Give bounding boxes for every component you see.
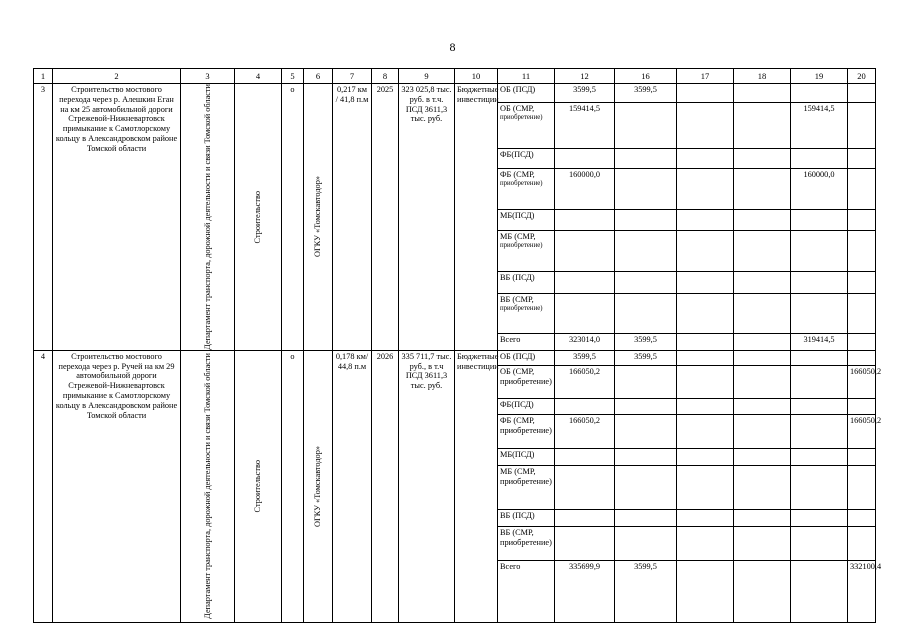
amount-cell xyxy=(734,560,791,622)
amount-cell xyxy=(677,272,734,294)
funding-source-sublabel: приобретение) xyxy=(500,179,543,187)
column-header: 1 xyxy=(34,69,53,84)
amount-cell xyxy=(615,231,677,272)
amount-cell xyxy=(734,84,791,103)
funding-source-sublabel: приобретение) xyxy=(500,113,543,121)
amount-cell xyxy=(555,465,615,509)
work-type: Строительство xyxy=(253,190,263,244)
column-header: 19 xyxy=(791,69,848,84)
funding-source xyxy=(498,231,555,272)
estimated-cost: 335 711,7 тыс. руб., в т.ч ПСД 3611,3 тыс. руб. xyxy=(399,350,455,622)
investment-table xyxy=(33,68,882,623)
customer-name: ОГКУ «Томскавтодор» xyxy=(313,176,323,258)
amount-cell xyxy=(555,526,615,560)
funding-source-label: Всего xyxy=(500,335,521,345)
amount-cell xyxy=(615,365,677,398)
funding-source-label: ОБ (СМР, приобретение) xyxy=(500,366,552,386)
funding-source xyxy=(498,526,555,560)
amount-cell xyxy=(677,293,734,334)
amount-cell xyxy=(677,414,734,448)
funding-source-label: ВБ (ПСД) xyxy=(500,510,535,520)
amount-cell xyxy=(848,231,876,272)
amount-cell xyxy=(677,465,734,509)
amount-cell xyxy=(848,272,876,294)
amount-cell xyxy=(734,350,791,365)
amount-cell xyxy=(677,209,734,231)
amount-cell: 3599,5 xyxy=(615,350,677,365)
column-header: 9 xyxy=(399,69,455,84)
amount-cell: 166050,2 xyxy=(848,365,876,398)
amount-cell xyxy=(734,365,791,398)
amount-cell xyxy=(555,272,615,294)
funding-source-label: ОБ (СМР, xyxy=(500,104,535,114)
row-number: 3 xyxy=(34,84,53,351)
work-type-cell xyxy=(235,350,282,622)
table-row xyxy=(34,350,876,365)
amount-cell xyxy=(848,148,876,168)
funding-source-label: ФБ (СМР, xyxy=(500,170,535,180)
amount-cell xyxy=(791,350,848,365)
column-header: 12 xyxy=(555,69,615,84)
funding-source xyxy=(498,84,555,103)
amount-cell xyxy=(677,365,734,398)
amount-cell xyxy=(848,334,876,350)
col5-mark: о xyxy=(282,84,304,351)
amount-cell xyxy=(615,414,677,448)
amount-cell xyxy=(555,509,615,526)
amount-cell xyxy=(677,103,734,149)
funding-source xyxy=(498,169,555,210)
amount-cell xyxy=(791,272,848,294)
funding-source-label: МБ (СМР, xyxy=(500,232,536,242)
completion-year: 2026 xyxy=(372,350,399,622)
column-header: 8 xyxy=(372,69,399,84)
column-header: 10 xyxy=(455,69,498,84)
amount-cell xyxy=(734,448,791,465)
amount-cell: 3599,5 xyxy=(615,84,677,103)
funding-source-sublabel: приобретение) xyxy=(500,304,543,312)
funding-source-label: ВБ (ПСД) xyxy=(500,273,535,283)
column-header: 5 xyxy=(282,69,304,84)
amount-cell xyxy=(677,448,734,465)
funding-source-label: ОБ (ПСД) xyxy=(500,85,536,94)
department-cell xyxy=(181,350,235,622)
funding-source-label: Всего xyxy=(500,561,521,571)
amount-cell xyxy=(734,103,791,149)
amount-cell xyxy=(677,526,734,560)
amount-cell xyxy=(615,209,677,231)
funding-source xyxy=(498,414,555,448)
funding-source xyxy=(498,148,555,168)
amount-cell xyxy=(615,293,677,334)
amount-cell xyxy=(791,560,848,622)
column-header: 20 xyxy=(848,69,876,84)
amount-cell xyxy=(848,509,876,526)
amount-cell: 159414,5 xyxy=(555,103,615,149)
amount-cell: 3599,5 xyxy=(555,84,615,103)
funding-source-label: ВБ (СМР, xyxy=(500,294,534,304)
funding-source xyxy=(498,350,555,365)
amount-cell xyxy=(848,103,876,149)
page-number: 8 xyxy=(449,40,456,54)
amount-cell: 159414,5 xyxy=(791,103,848,149)
column-header: 6 xyxy=(304,69,333,84)
amount-cell: 160000,0 xyxy=(791,169,848,210)
column-header-row xyxy=(34,69,876,84)
amount-cell xyxy=(615,526,677,560)
funding-source xyxy=(498,209,555,231)
amount-cell xyxy=(734,334,791,350)
funding-source-label: ФБ(ПСД) xyxy=(500,149,534,159)
department-cell xyxy=(181,84,235,351)
funding-source xyxy=(498,365,555,398)
table-row xyxy=(34,84,876,103)
amount-cell xyxy=(791,365,848,398)
column-header: 18 xyxy=(734,69,791,84)
amount-cell xyxy=(791,231,848,272)
amount-cell xyxy=(615,169,677,210)
amount-cell xyxy=(791,509,848,526)
object-name: Строительство мостового перехода через р. Алешкин Еган на км 25 автомобильной дороги Стрежевой-Нижневартовск примыкание к Самотлорскому кольцу в Александровском районе Томской области xyxy=(53,84,181,351)
amount-cell xyxy=(791,209,848,231)
amount-cell xyxy=(677,231,734,272)
object-length: 0,217 км / 41,8 п.м xyxy=(333,84,372,351)
amount-cell xyxy=(848,398,876,414)
column-header: 16 xyxy=(615,69,677,84)
amount-cell: 3599,5 xyxy=(555,350,615,365)
funding-source xyxy=(498,465,555,509)
amount-cell xyxy=(734,293,791,334)
amount-cell: 166050,2 xyxy=(555,414,615,448)
customer-name: ОГКУ «Томскавтодор» xyxy=(313,445,323,527)
amount-cell xyxy=(791,448,848,465)
amount-cell xyxy=(555,448,615,465)
row-number: 4 xyxy=(34,350,53,622)
amount-cell xyxy=(555,148,615,168)
funding-source xyxy=(498,103,555,149)
amount-cell xyxy=(848,465,876,509)
object-length: 0,178 км/ 44,8 п.м xyxy=(333,350,372,622)
amount-cell: 335699,9 xyxy=(555,560,615,622)
amount-cell xyxy=(734,526,791,560)
amount-cell xyxy=(791,293,848,334)
amount-cell: 160000,0 xyxy=(555,169,615,210)
funding-source-label: ФБ (СМР, приобретение) xyxy=(500,415,552,435)
customer-cell xyxy=(304,84,333,351)
amount-cell xyxy=(555,231,615,272)
amount-cell xyxy=(677,84,734,103)
amount-cell xyxy=(791,526,848,560)
amount-cell: 319414,5 xyxy=(791,334,848,350)
amount-cell xyxy=(791,84,848,103)
funding-source-label: МБ(ПСД) xyxy=(500,210,535,220)
funding-source-sublabel: приобретение) xyxy=(500,242,543,250)
amount-cell xyxy=(848,350,876,365)
amount-cell xyxy=(791,414,848,448)
amount-cell xyxy=(677,169,734,210)
amount-cell xyxy=(734,398,791,414)
amount-cell: 3599,5 xyxy=(615,334,677,350)
amount-cell xyxy=(734,465,791,509)
amount-cell xyxy=(677,148,734,168)
amount-cell xyxy=(734,148,791,168)
object-name: Строительство мостового перехода через р. Ручей на км 29 автомобильной дороги Стрежевой-Нижневартовск примыкание к Самотлорскому кольцу в Александровском районе Томской области xyxy=(53,350,181,622)
funding-source xyxy=(498,448,555,465)
amount-cell xyxy=(615,509,677,526)
column-header: 17 xyxy=(677,69,734,84)
amount-cell: 323014,0 xyxy=(555,334,615,350)
amount-cell xyxy=(848,526,876,560)
column-header: 7 xyxy=(333,69,372,84)
amount-cell xyxy=(677,334,734,350)
amount-cell xyxy=(555,398,615,414)
amount-cell: 166050,2 xyxy=(555,365,615,398)
amount-cell xyxy=(734,272,791,294)
completion-year: 2025 xyxy=(372,84,399,351)
amount-cell xyxy=(848,209,876,231)
funding-source xyxy=(498,560,555,622)
funding-source-label: ФБ(ПСД) xyxy=(500,399,534,409)
amount-cell xyxy=(555,209,615,231)
amount-cell xyxy=(848,84,876,103)
work-type-cell xyxy=(235,84,282,351)
amount-cell: 3599,5 xyxy=(615,560,677,622)
estimated-cost: 323 025,8 тыс. руб. в т.ч. ПСД 3611,3 тыс. руб. xyxy=(399,84,455,351)
amount-cell xyxy=(615,398,677,414)
amount-cell xyxy=(615,272,677,294)
col5-mark: о xyxy=(282,350,304,622)
amount-cell xyxy=(677,560,734,622)
amount-cell: 166050,2 xyxy=(848,414,876,448)
amount-cell xyxy=(615,148,677,168)
funding-source xyxy=(498,293,555,334)
amount-cell: 332100,4 xyxy=(848,560,876,622)
work-type: Строительство xyxy=(253,460,263,513)
amount-cell xyxy=(615,465,677,509)
amount-cell xyxy=(791,398,848,414)
amount-cell xyxy=(615,103,677,149)
funding-source-label: ВБ (СМР, приобретение) xyxy=(500,527,552,547)
funding-source xyxy=(498,509,555,526)
funding-source-label: МБ(ПСД) xyxy=(500,449,535,459)
department-name: Департамент транспорта, дорожной деятельности и связи Томской области xyxy=(202,84,212,350)
amount-cell xyxy=(677,350,734,365)
financing-category: Бюджетные инвестиции xyxy=(455,84,498,351)
department-name: Департамент транспорта, дорожной деятельности и связи Томской области xyxy=(202,353,212,620)
amount-cell xyxy=(848,169,876,210)
amount-cell xyxy=(734,414,791,448)
funding-source xyxy=(498,272,555,294)
funding-source-label: МБ (СМР, приобретение) xyxy=(500,466,552,486)
amount-cell xyxy=(848,448,876,465)
funding-source-label: ОБ (ПСД) xyxy=(500,351,536,361)
column-header: 4 xyxy=(235,69,282,84)
amount-cell xyxy=(677,509,734,526)
column-header: 11 xyxy=(498,69,555,84)
amount-cell xyxy=(734,169,791,210)
amount-cell xyxy=(734,231,791,272)
amount-cell xyxy=(555,293,615,334)
amount-cell xyxy=(615,448,677,465)
amount-cell xyxy=(734,509,791,526)
funding-source xyxy=(498,334,555,350)
amount-cell xyxy=(791,465,848,509)
amount-cell xyxy=(791,148,848,168)
amount-cell xyxy=(734,209,791,231)
amount-cell xyxy=(677,398,734,414)
column-header: 2 xyxy=(53,69,181,84)
funding-source xyxy=(498,398,555,414)
financing-category: Бюджетные инвестиции xyxy=(455,350,498,622)
column-header: 3 xyxy=(181,69,235,84)
amount-cell xyxy=(848,293,876,334)
customer-cell xyxy=(304,350,333,622)
